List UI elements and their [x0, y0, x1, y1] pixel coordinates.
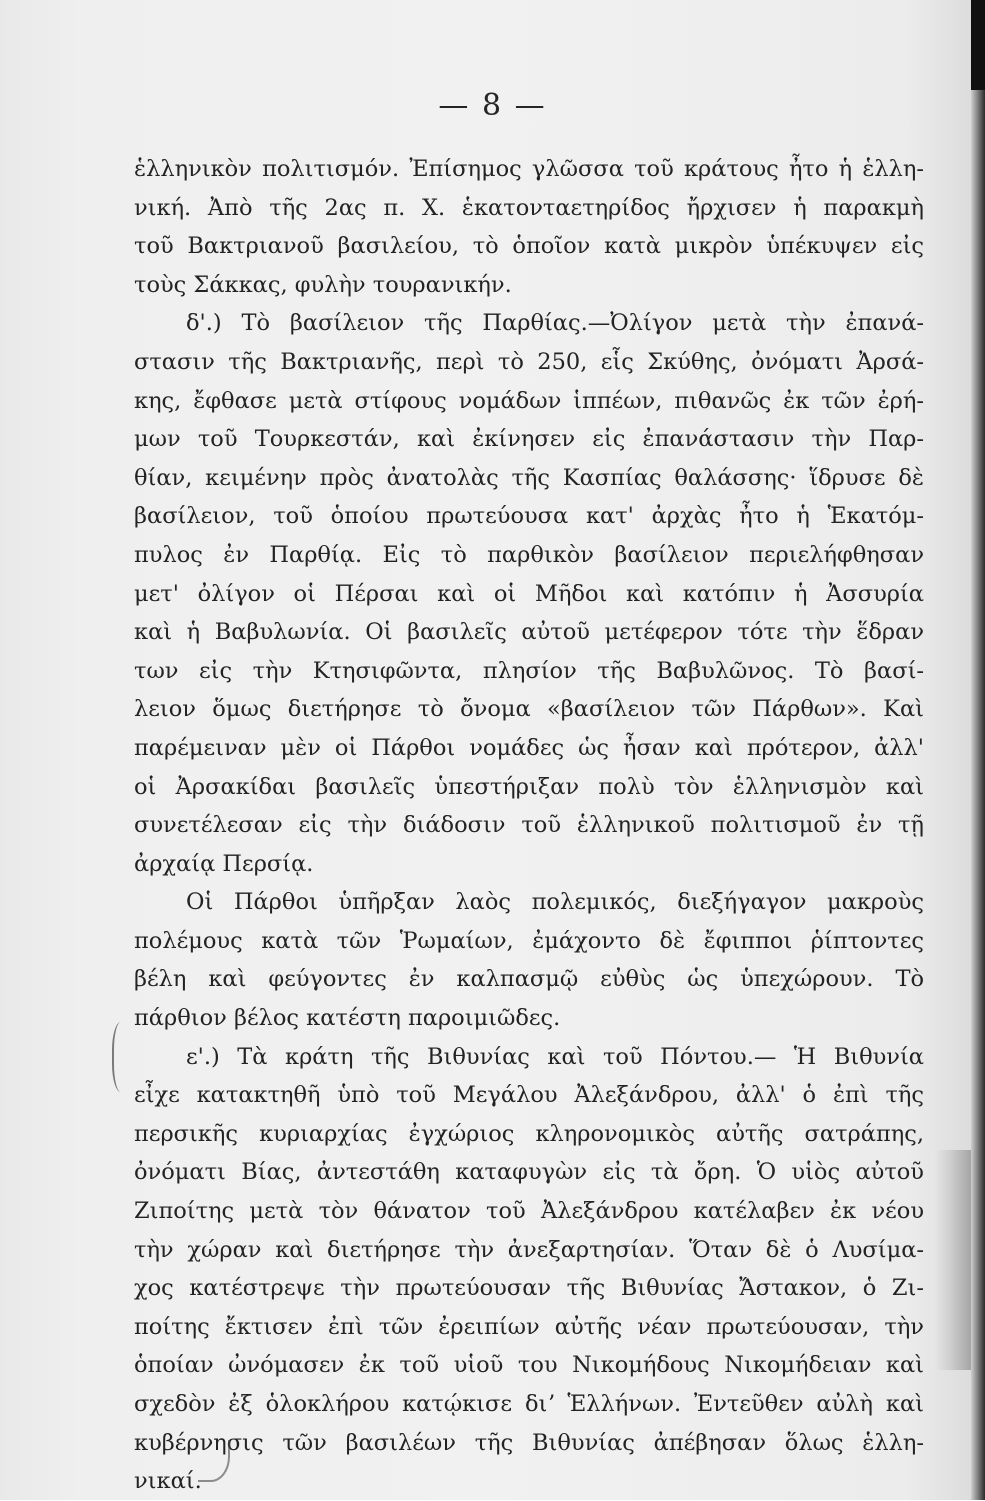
section-heading-line: δ'.) Τὸ βασίλειον τῆς Παρθίας.—Ὀλίγον μετὰ τὴν ἐπανά-: [186, 310, 924, 337]
page-number: — 8 —: [438, 88, 547, 123]
text-line: βασίλειον, τοῦ ὁποίου πρωτεύουσα κατ' ἀρχὰς ἦτο ἡ Ἑκατόμ-: [134, 503, 924, 530]
text-line: μετ' ὀλίγον οἱ Πέρσαι καὶ οἱ Μῆδοι καὶ κατόπιν ἡ Ἀσσυρία: [134, 580, 924, 607]
text-line: μων τοῦ Τουρκεστάν, καὶ ἐκίνησεν εἰς ἐπανάστασιν τὴν Παρ-: [134, 426, 924, 453]
text-line: συνετέλεσαν εἰς τὴν διάδοσιν τοῦ ἑλληνικοῦ πολιτισμοῦ ἐν τῇ: [134, 812, 924, 839]
text-line: καὶ ἡ Βαβυλωνία. Οἱ βασιλεῖς αὐτοῦ μετέφερον τότε τὴν ἕδραν: [134, 619, 924, 646]
text-line: πάρθιον βέλος κατέστη παροιμιῶδες.: [134, 1005, 561, 1032]
text-line: των εἰς τὴν Κτησιφῶντα, πλησίον τῆς Βαβυλῶνος. Τὸ βασί-: [134, 657, 924, 684]
pencil-bracket-mark: [112, 1022, 134, 1092]
text-line: χος κατέστρεψε τὴν πρωτεύουσαν τῆς Βιθυνίας Ἄστακον, ὁ Ζι-: [134, 1275, 924, 1302]
text-line: βέλη καὶ φεύγοντες ἐν καλπασμῷ εὐθὺς ὡς ὑπεχώρουν. Τὸ: [134, 966, 924, 993]
page-edge-dark-corner: [971, 0, 985, 90]
section-heading-line: ε'.) Τὰ κράτη τῆς Βιθυνίας καὶ τοῦ Πόντου.— Ἡ Βιθυνία: [186, 1043, 924, 1070]
text-line: περσικῆς κυριαρχίας ἐγχώριος κληρονομικὸς αὐτῆς σατράπης,: [134, 1120, 924, 1147]
text-line: ἀρχαίᾳ Περσίᾳ.: [134, 850, 314, 877]
text-line: ὁποίαν ὠνόμασεν ἐκ τοῦ υἱοῦ του Νικομήδους Νικομήδειαν καὶ: [134, 1352, 924, 1379]
text-line: ἑλληνικὸν πολιτισμόν. Ἐπίσημος γλῶσσα τοῦ κράτους ἦτο ἡ ἑλλη-: [134, 156, 924, 182]
text-line: Ζιποίτης μετὰ τὸν θάνατον τοῦ Ἀλεξάνδρου κατέλαβεν ἐκ νέου: [134, 1198, 924, 1225]
text-line: τοῦ Βακτριανοῦ βασιλείου, τὸ ὁποῖον κατὰ μικρὸν ὑπέκυψεν εἰς: [134, 233, 924, 260]
text-line: θίαν, κειμένην πρὸς ἀνατολὰς τῆς Κασπίας θαλάσσης· ἵδρυσε δὲ: [134, 464, 924, 491]
text-line: κης, ἔφθασε μετὰ στίφους νομάδων ἱππέων, πιθανῶς ἐκ τῶν ἐρή-: [134, 387, 924, 414]
text-line: στασιν τῆς Βακτριανῆς, περὶ τὸ 250, εἷς Σκύθης, ὀνόματι Ἀρσά-: [134, 348, 924, 375]
text-line: λειον ὅμως διετήρησε τὸ ὄνομα «βασίλειον τῶν Πάρθων». Καὶ: [134, 696, 924, 723]
text-line: πολέμους κατὰ τῶν Ῥωμαίων, ἐμάχοντο δὲ ἔφιπποι ῥίπτοντες: [134, 927, 924, 954]
page-edge-shadow: [971, 0, 985, 1500]
paragraph-start-line: Οἱ Πάρθοι ὑπῆρξαν λαὸς πολεμικός, διεξήγαγον μακροὺς: [186, 889, 924, 916]
text-line: ὀνόματι Βίας, ἀντεστάθη καταφυγὼν εἰς τὰ ὄρη. Ὁ υἱὸς αὐτοῦ: [134, 1159, 924, 1186]
text-line: σχεδὸν ἐξ ὁλοκλήρου κατῴκισε διʼ Ἑλλήνων. Ἐντεῦθεν αὐλὴ καὶ: [134, 1391, 924, 1417]
text-line: τὴν χώραν καὶ διετήρησε τὴν ἀνεξαρτησίαν. Ὅταν δὲ ὁ Λυσίμα-: [134, 1236, 924, 1263]
text-line: νικαί.: [134, 1468, 202, 1495]
text-line: νική. Ἀπὸ τῆς 2ας π. Χ. ἑκατονταετηρίδος ἤρχισεν ἡ παρακμὴ: [134, 194, 924, 221]
paper-fold-shadow: [935, 1150, 971, 1370]
text-line: πυλος ἐν Παρθίᾳ. Εἰς τὸ παρθικὸν βασίλειον περιελήφθησαν: [134, 541, 924, 568]
text-line: κυβέρνησις τῶν βασιλέων τῆς Βιθυνίας ἀπέβησαν ὅλως ἑλλη-: [134, 1429, 924, 1456]
text-line: τοὺς Σάκκας, φυλὴν τουρανικήν.: [134, 271, 512, 298]
text-line: εἶχε κατακτηθῆ ὑπὸ τοῦ Μεγάλου Ἀλεξάνδρου, ἀλλ' ὁ ἐπὶ τῆς: [134, 1082, 924, 1109]
text-line: παρέμειναν μὲν οἱ Πάρθοι νομάδες ὡς ἦσαν καὶ πρότερον, ἀλλ': [134, 734, 924, 761]
text-line: ποίτης ἔκτισεν ἐπὶ τῶν ἐρειπίων αὐτῆς νέαν πρωτεύουσαν, τὴν: [134, 1313, 924, 1340]
text-line: οἱ Ἀρσακίδαι βασιλεῖς ὑπεστήριξαν πολὺ τὸν ἑλληνισμὸν καὶ: [134, 773, 924, 800]
body-text: [134, 150, 924, 1501]
